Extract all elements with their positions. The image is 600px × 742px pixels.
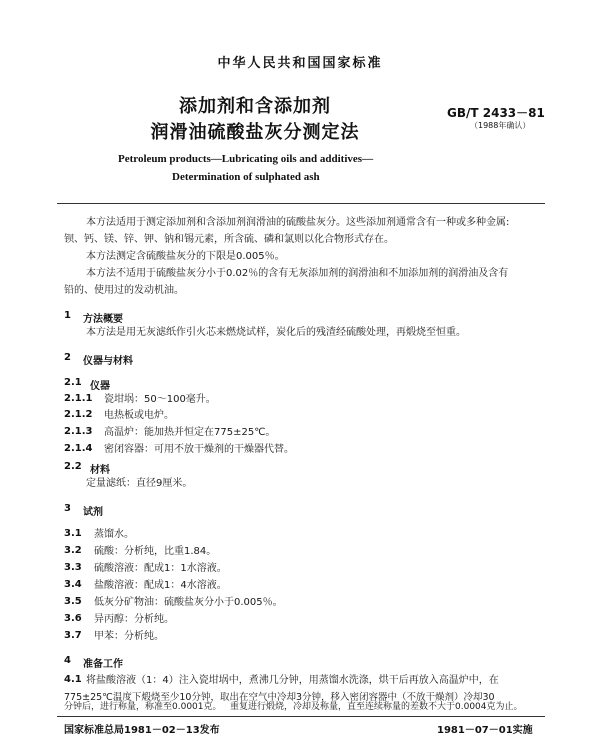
item-number: 4.1	[64, 674, 82, 685]
item-text: 蒸馏水。	[94, 529, 134, 540]
top-divider	[57, 203, 545, 204]
item-text: 高温炉：能加热并恒定在775±25℃。	[104, 427, 276, 438]
standard-confirm-note: （1988年确认）	[470, 121, 531, 130]
item-text: 重复进行煅烧，冷却及称量，直至连续称量的差数不大于0.0004克为止。	[230, 702, 523, 712]
item-text: 775±25℃温度下煅烧至少10分钟，取出在空气中冷却3分钟，移入密闭容器中（不放干燥剂）冷却30	[64, 692, 495, 703]
subsection-number: 2.2	[64, 461, 82, 472]
intro-line: 本方法测定含硫酸盐灰分的下限是0.005％。	[86, 251, 285, 262]
section-number: 4	[64, 655, 71, 666]
bottom-divider	[57, 716, 545, 717]
section-number: 1	[64, 310, 71, 321]
item-text: 甲苯：分析纯。	[94, 631, 164, 642]
standard-header: 中华人民共和国国家标准	[217, 56, 383, 71]
issue-date: 国家标准总局1981－02－13发布	[64, 725, 220, 736]
item-number: 2.1.1	[64, 393, 93, 404]
section-title: 准备工作	[83, 659, 123, 670]
item-text: 盐酸溶液：配成1：4水溶液。	[94, 580, 227, 591]
english-title-line-2: Determination of sulphated ash	[172, 171, 320, 183]
section-number: 2	[64, 352, 71, 363]
item-number: 3.1	[64, 528, 82, 539]
item-number: 3.2	[64, 545, 82, 556]
item-text: 异丙醇：分析纯。	[94, 614, 174, 625]
section-number: 3	[64, 503, 71, 514]
title-line-2: 润滑油硫酸盐灰分测定法	[150, 122, 360, 143]
item-number: 2.1.2	[64, 409, 93, 420]
english-title-line-1: Petroleum products—Lubricating oils and additives—	[118, 153, 374, 165]
subsection-text: 定量滤纸：直径9厘米。	[86, 478, 193, 489]
item-text: 电热板或电炉。	[104, 410, 174, 421]
section-text: 本方法是用无灰滤纸作引火芯来燃烧试样，炭化后的残渣经硫酸处理，再煅烧至恒重。	[86, 327, 466, 338]
section-title: 方法概要	[83, 314, 123, 325]
item-text: 硫酸溶液：配成1：1水溶液。	[94, 563, 227, 574]
item-number: 3.3	[64, 562, 82, 573]
section-title: 仪器与材料	[83, 356, 133, 367]
item-text: 将盐酸溶液（1：4）注入瓷坩埚中，煮沸几分钟，用蒸馏水洗涤，烘干后再放入高温炉中，在	[86, 675, 499, 686]
intro-line: 钡、钙、镁、锌、钾、钠和锡元素，所含硫、磷和氯则以化合物形式存在。	[64, 234, 394, 245]
section-title: 试剂	[83, 507, 103, 518]
item-number: 3.7	[64, 630, 82, 641]
item-number: 3.4	[64, 579, 82, 590]
title-line-1: 添加剂和含添加剂	[179, 96, 331, 117]
effective-date: 1981－07－01实施	[437, 725, 533, 736]
intro-line: 本方法不适用于硫酸盐灰分小于0.02％的含有无灰添加剂的润滑油和不加添加剂的润滑油及含有	[86, 268, 509, 279]
item-number: 3.5	[64, 596, 82, 607]
item-text: 分钟后，进行称量，称准至0.0001克。	[64, 702, 222, 712]
item-number: 2.1.4	[64, 443, 93, 454]
item-text: 硫酸：分析纯，比重1.84。	[94, 546, 217, 557]
item-text: 低灰分矿物油：硫酸盐灰分小于0.005％。	[94, 597, 283, 608]
item-number: 3.6	[64, 613, 82, 624]
item-text: 瓷坩埚：50～100毫升。	[104, 394, 216, 405]
intro-line: 本方法适用于测定添加剂和含添加剂润滑油的硫酸盐灰分。这些添加剂通常含有一种或多种金属:	[86, 217, 510, 228]
subsection-number: 2.1	[64, 377, 82, 388]
item-number: 2.1.3	[64, 426, 93, 437]
intro-line: 铅的、使用过的发动机油。	[64, 285, 184, 296]
standard-number: GB/T 2433－81	[447, 106, 545, 120]
subsection-title: 仪器	[90, 381, 110, 392]
subsection-title: 材料	[90, 465, 110, 476]
item-text: 密闭容器：可用不放干燥剂的干燥器代替。	[104, 444, 294, 455]
